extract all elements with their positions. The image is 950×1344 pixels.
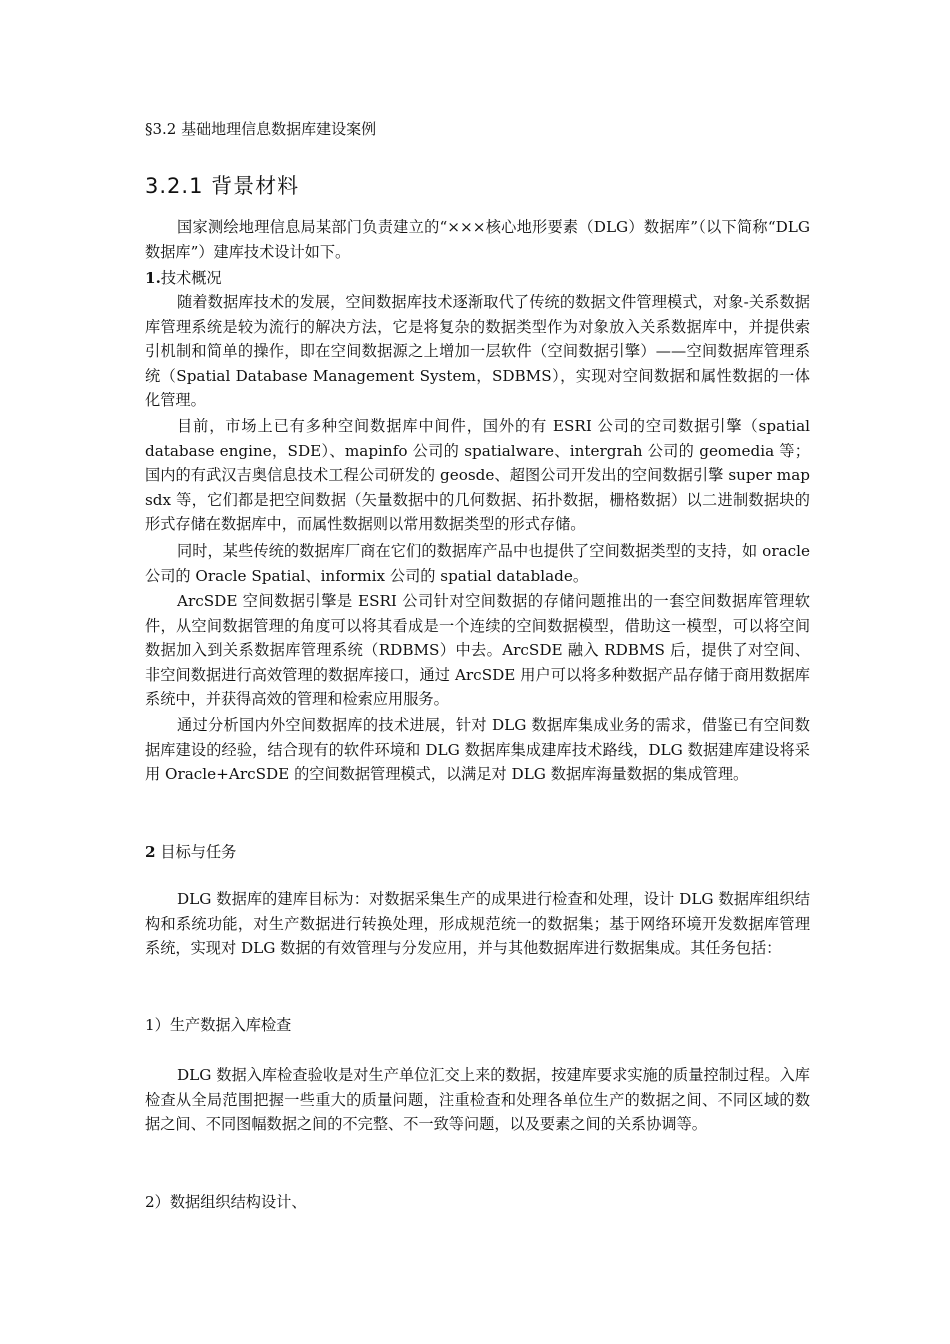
paragraph-4: ArcSDE 空间数据引擎是 ESRI 公司针对空间数据的存储问题推出的一套空间数据库管理软件，从空间数据管理的角度可以将其看成是一个连续的空间数据模型，借助这一模型，可以将空间数据加入到关系数据库管理系统（RDBMS）中去。ArcSDE 融入 RDBMS 后，提供了对空间、非空间数据进行高效管理的数据库接口，通过 ArcSDE 用户可以将多种数据产品存储于商用数据库系统中，并获得高效的管理和检索应用服务。 xyxy=(145,592,810,709)
intro-paragraph: 国家测绘地理信息局某部门负责建立的“×××核心地形要素（DLG）数据库”（以下简称“DLG 数据库”）建库技术设计如下。 xyxy=(145,218,810,261)
paragraph-6: DLG 数据库的建库目标为：对数据采集生产的成果进行检查和处理，设计 DLG 数据库组织结构和系统功能，对生产数据进行转换处理，形成规范统一的数据集；基于网络环境开发数据库管理系统，实现对 DLG 数据的有效管理与分发应用，并与其他数据库进行数据集成。其任务包括： xyxy=(145,890,810,958)
task-2: 2）数据组织结构设计、 xyxy=(145,1193,307,1211)
paragraph-2: 目前，市场上已有多种空间数据库中间件，国外的有 ESRI 公司的空司数据引擎（spatial database engine，SDE）、mapinfo 公司的 spatialware、intergrah 公司的 geomedia 等；国内的有武汉吉奥信息技术工程公司研发的 geosde、超图公司开发出的空间数据引擎 super map sdx 等，它们都是把空间数据（矢量数据中的几何数据、拓扑数据，栅格数据）以二进制数据块的形式存储在数据库中，而属性数据则以常用数据类型的形式存储。 xyxy=(145,417,810,534)
subsection-title: 3.2.1 背景材料 xyxy=(145,174,300,198)
task-1: 1）生产数据入库检查 xyxy=(145,1016,292,1034)
paragraph-5: 通过分析国内外空间数据库的技术进展，针对 DLG 数据库集成业务的需求，借鉴已有空间数据库建设的经验，结合现有的软件环境和 DLG 数据库集成建库技术路线，DLG 数据建库建设将采用 Oracle+ArcSDE 的空间数据管理模式，以满足对 DLG 数据库海量数据的集成管理。 xyxy=(145,716,810,784)
section-title: §3.2 基础地理信息数据库建设案例 xyxy=(145,120,377,138)
paragraph-7: DLG 数据入库检查验收是对生产单位汇交上来的数据，按建库要求实施的质量控制过程。入库检查从全局范围把握一些重大的质量问题，注重检查和处理各单位生产的数据之间、不同区域的数据之间、不同图幅数据之间的不完整、不一致等问题，以及要素之间的关系协调等。 xyxy=(145,1066,810,1134)
part2-heading xyxy=(145,840,236,864)
paragraph-3: 同时，某些传统的数据库厂商在它们的数据库产品中也提供了空间数据类型的支持，如 oracle 公司的 Oracle Spatial、informix 公司的 spatial datablade。 xyxy=(145,542,810,585)
part1-title: 技术概况 xyxy=(160,269,222,287)
paragraph-1: 随着数据库技术的发展，空间数据库技术逐渐取代了传统的数据文件管理模式，对象-关系数据库管理系统是较为流行的解决方法，它是将复杂的数据类型作为对象放入关系数据库中，并提供索引机制和简单的操作，即在空间数据源之上增加一层软件（空间数据引擎）——空间数据库管理系统（Spatial Database Management System，SDBMS），实现对空间数据和属性数据的一体化管理。 xyxy=(145,293,810,410)
part1-number: 1. xyxy=(145,269,161,287)
part2-title: 目标与任务 xyxy=(155,843,237,861)
part2-number: 2 xyxy=(145,843,156,861)
part1-heading xyxy=(145,266,222,290)
